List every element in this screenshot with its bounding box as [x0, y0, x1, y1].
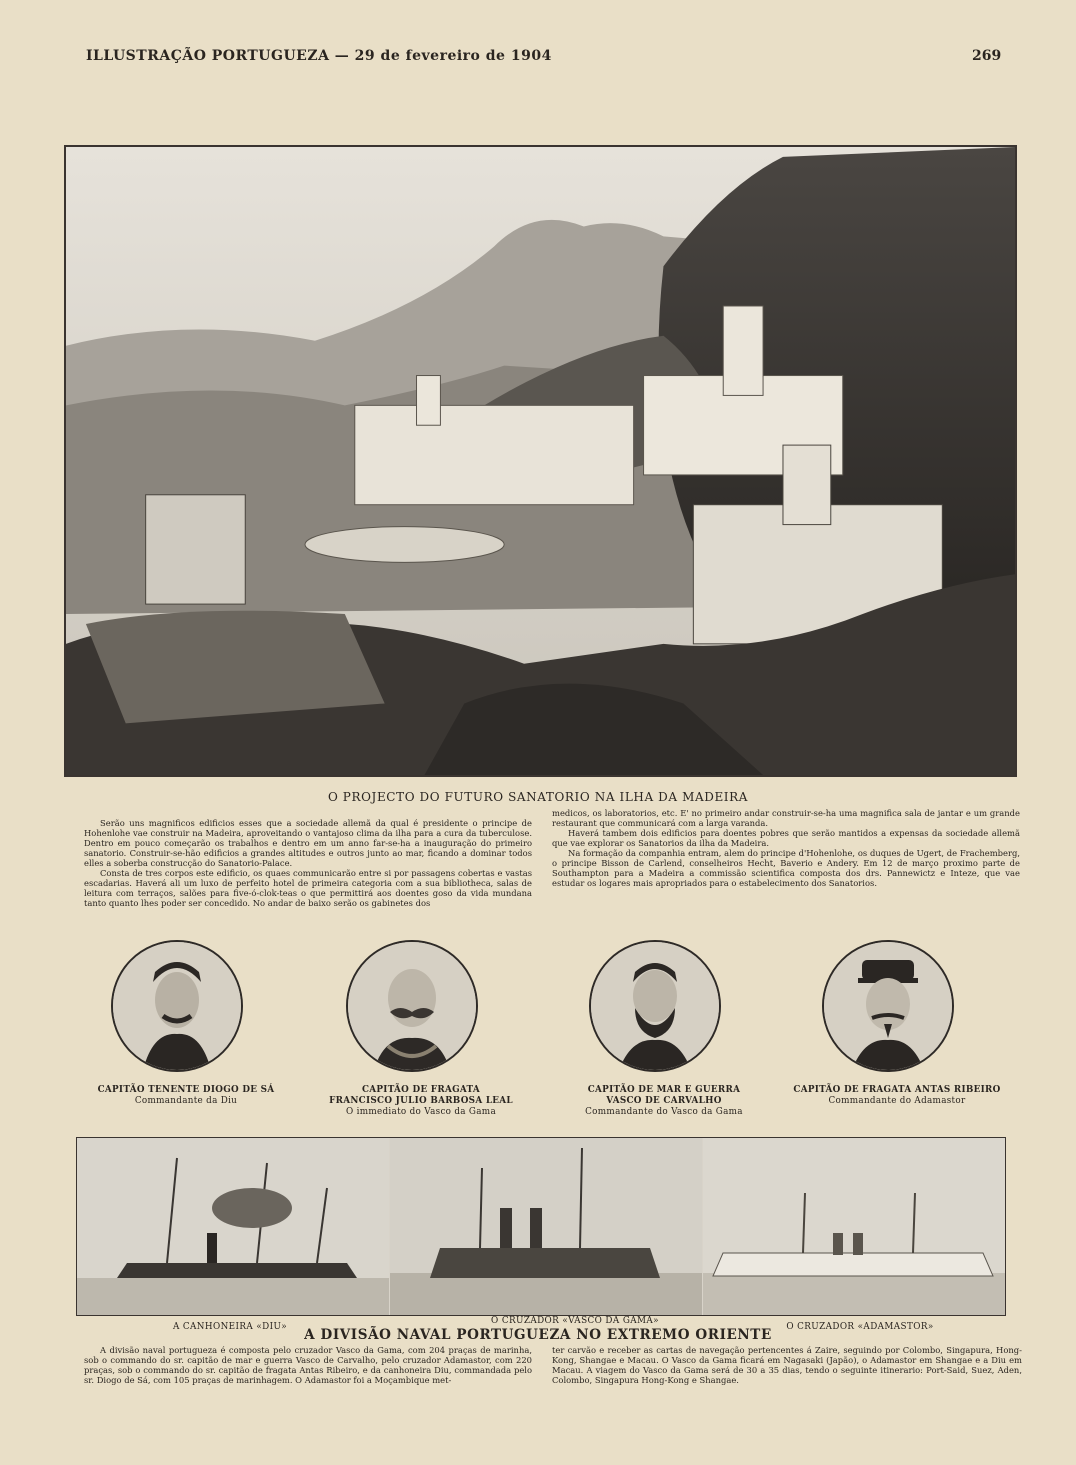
- portrait-diogo-de-sa: [111, 940, 243, 1072]
- portrait-caption-1: [66, 1085, 306, 1107]
- article-column-1: [84, 818, 532, 908]
- ship-photo-diu: [77, 1138, 389, 1315]
- article-column-3: [84, 1345, 532, 1385]
- ship-caption-vasco-da-gama: O CRUZADOR «VASCO DA GAMA»: [491, 1316, 659, 1326]
- ships-photo-strip: [76, 1137, 1006, 1316]
- caption-role: Commandante do Adamastor: [828, 1096, 966, 1106]
- caption-rank: CAPITÃO DE FRAGATA: [361, 1085, 481, 1095]
- ship-caption-diu: A CANHONEIRA «DIU»: [172, 1322, 288, 1332]
- paragraph: Haverá tambem dois edificios para doentes pobres que serão mantidos a expensas da sociedade allemã que vae explorar os Sanatorios da ilha da Madeira.: [552, 828, 1020, 848]
- caption-rank: CAPITÃO DE MAR E GUERRA: [587, 1085, 741, 1095]
- caption-role: O immediato do Vasco da Gama: [345, 1107, 496, 1117]
- paragraph: Na formação da companhia entram, alem do principe d'Hohenlohe, os duques de Ugert, de Frachemberg, o principe Bisson de Carlend, conselheiros Hecht, Baverio e Andery. Em 12 de março proximo parte de Southampton para a Madeira a commissão scientifica composta dos drs. Pannewictz e Inteze, que vae estudar os logares mais apropriados para o estabelecimento dos Sanatorios.: [552, 848, 1020, 888]
- caption-rank: CAPITÃO TENENTE DIOGO DE SÁ: [97, 1085, 275, 1095]
- paragraph: Serão uns magnificos edificios esses que a sociedade allemã da qual é presidente o principe de Hohenlohe vae construir na Madeira, aproveitando o vantajoso clima da ilha para a cura da tuberculose. Dentro em pouco começarão os trabalhos e dentro em um anno far-se-ha a inauguração do primeiro sanatorio. Construir-se-hão edificios a grandes altitudes e outros junto ao mar, ficando a dominar todos elles a soberba construcção do Sanatorio-Palace.: [84, 818, 532, 868]
- masthead-title: ILLUSTRAÇÃO PORTUGUEZA — 29 de fevereiro de 1904: [86, 48, 552, 64]
- article-column-2: [552, 808, 1020, 888]
- ship-photo-adamastor: [703, 1138, 1005, 1315]
- caption-rank: CAPITÃO DE FRAGATA ANTAS RIBEIRO: [793, 1085, 1001, 1095]
- ship-photo-vasco-da-gama: [390, 1138, 702, 1315]
- sanatorium-illustration: [64, 145, 1017, 777]
- portrait-antas-ribeiro: [822, 940, 954, 1072]
- portrait-barbosa-leal: [346, 940, 478, 1072]
- caption-role: Commandante da Diu: [134, 1096, 238, 1106]
- caption-role: Commandante do Vasco da Gama: [585, 1107, 743, 1117]
- portrait-vasco-de-carvalho: [589, 940, 721, 1072]
- article-column-4: [552, 1345, 1022, 1385]
- ship-caption-adamastor: O CRUZADOR «ADAMASTOR»: [786, 1322, 934, 1332]
- caption-name: VASCO DE CARVALHO: [606, 1096, 722, 1106]
- page-number: 269: [972, 48, 1002, 64]
- section-title: A DIVISÃO NAVAL PORTUGUEZA NO EXTREMO ORIENTE: [304, 1327, 772, 1343]
- portrait-caption-3: [544, 1085, 784, 1118]
- paragraph: A divisão naval portugueza é composta pelo cruzador Vasco da Gama, com 204 praças de marinha, sob o commando do sr. capitão de mar e guerra Vasco de Carvalho, pelo cruzador Adamastor, com 220 praças, sob o commando do sr. capitão de fragata Antas Ribeiro, e da canhoneira Diu, commandada pelo sr. Diogo de Sá, com 105 praças de marinhagem. O Adamastor foi a Moçambique met-: [84, 1345, 532, 1385]
- portrait-caption-4: [777, 1085, 1017, 1107]
- caption-name: FRANCISCO JULIO BARBOSA LEAL: [329, 1096, 513, 1106]
- paragraph: Consta de tres corpos este edificio, os quaes communicarão entre si por passagens cobertas e vastas escadarias. Haverá ali um luxo de perfeito hotel de primeira categoria com a sua bibliotheca, salas de leitura com terraços, salões para five-ó-clok-teas o que permittirá aos doentes goso da vida mundana tanto quanto lhes poder ser concedido. No andar de baixo serão os gabinetes dos: [84, 868, 532, 908]
- illustration-caption: O PROJECTO DO FUTURO SANATORIO NA ILHA DA MADEIRA: [327, 790, 749, 804]
- paragraph: ter carvão e receber as cartas de navegação pertencentes á Zaire, seguindo por Colombo, Singapura, Hong-Kong, Shangae e Macau. O Vasco da Gama ficará em Nagasaki (Japão), o Adamastor em Shangae e a Diu em Macau. A viagem do Vasco da Gama será de 30 a 35 dias, tendo o seguinte itinerario: Port-Said, Suez, Aden, Colombo, Singapura Hong-Kong e Shangae.: [552, 1345, 1022, 1385]
- portrait-caption-2: [301, 1085, 541, 1118]
- paragraph: medicos, os laboratorios, etc. E' no primeiro andar construir-se-ha uma magnifica sala de jantar e um grande restaurant que communicará com a larga varanda.: [552, 808, 1020, 828]
